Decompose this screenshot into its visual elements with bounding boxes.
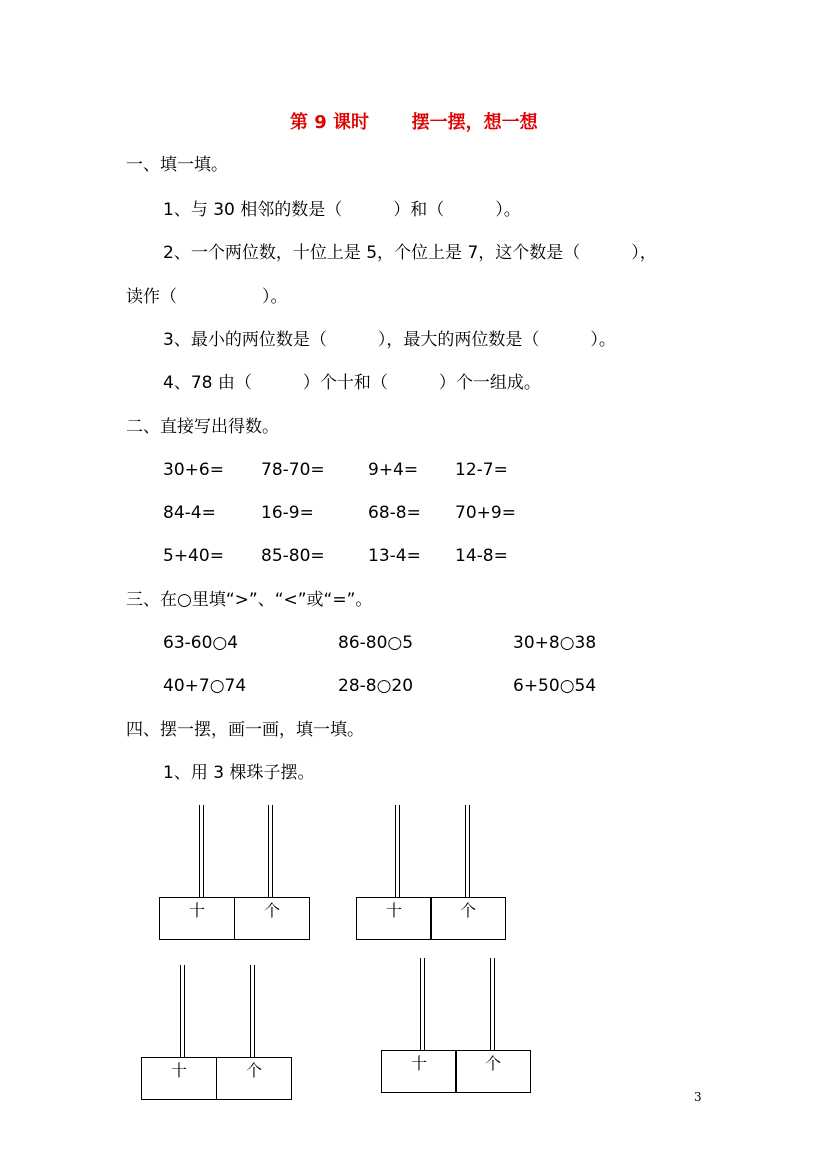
compare-item: 86-80○5 <box>338 633 414 653</box>
section2-heading: 二、直接写出得数。 <box>126 417 279 437</box>
ones-label: 个 <box>459 901 476 920</box>
calc-item: 78-70= <box>261 460 325 480</box>
tens-label: 十 <box>385 901 402 920</box>
compare-item: 6+50○54 <box>513 676 597 696</box>
question-1-3: 3、最小的两位数是（ ），最大的两位数是（ ）。 <box>163 330 616 350</box>
question-1-1: 1、与 30 相邻的数是（ ）和（ ）。 <box>163 200 521 220</box>
ones-rod <box>465 805 470 898</box>
ones-rod <box>250 965 255 1058</box>
calc-item: 13-4= <box>368 546 421 566</box>
calc-item: 12-7= <box>455 460 508 480</box>
lesson-topic: 摆一摆，想一想 <box>411 112 538 133</box>
calc-item: 68-8= <box>368 503 421 523</box>
section1-heading: 一、填一填。 <box>126 155 228 175</box>
tens-place-box <box>141 1057 217 1100</box>
calc-item: 16-9= <box>261 503 314 523</box>
tens-place-box <box>356 897 432 940</box>
question-1-2-line1: 2、一个两位数，十位上是 5，个位上是 7，这个数是（ ）， <box>163 243 657 263</box>
ones-place-box <box>234 897 310 940</box>
compare-item: 40+7○74 <box>163 676 247 696</box>
ones-label: 个 <box>245 1061 262 1080</box>
tens-place-box <box>159 897 235 940</box>
tens-place-box <box>381 1050 457 1093</box>
ones-place-box <box>430 897 506 940</box>
ones-place-box <box>216 1057 292 1100</box>
lesson-title <box>290 113 538 133</box>
compare-item: 30+8○38 <box>513 633 597 653</box>
tens-rod <box>180 965 185 1058</box>
compare-item: 63-60○4 <box>163 633 239 653</box>
section3-heading: 三、在○里填“>”、“<”或“=”。 <box>126 590 373 610</box>
calc-item: 85-80= <box>261 546 325 566</box>
calc-item: 5+40= <box>163 546 224 566</box>
ones-label: 个 <box>484 1054 501 1073</box>
tens-rod <box>420 958 425 1051</box>
section4-heading: 四、摆一摆，画一画，填一填。 <box>126 720 364 740</box>
tens-rod <box>199 805 204 898</box>
ones-rod <box>268 805 273 898</box>
lesson-number: 第 9 课时 <box>290 112 370 133</box>
calc-item: 84-4= <box>163 503 216 523</box>
calc-item: 14-8= <box>455 546 508 566</box>
ones-rod <box>490 958 495 1051</box>
tens-label: 十 <box>188 901 205 920</box>
ones-label: 个 <box>263 901 280 920</box>
tens-rod <box>395 805 400 898</box>
calc-item: 70+9= <box>455 503 516 523</box>
tens-label: 十 <box>410 1054 427 1073</box>
calc-item: 30+6= <box>163 460 224 480</box>
ones-place-box <box>455 1050 531 1093</box>
tens-label: 十 <box>170 1061 187 1080</box>
page-number: 3 <box>694 1090 702 1104</box>
compare-item: 28-8○20 <box>338 676 414 696</box>
question-1-2-line2: 读作（ ）。 <box>126 287 288 307</box>
question-4-1: 1、用 3 棵珠子摆。 <box>163 763 315 783</box>
question-1-4: 4、78 由（ ）个十和（ ）个一组成。 <box>163 373 541 393</box>
calc-item: 9+4= <box>368 460 419 480</box>
